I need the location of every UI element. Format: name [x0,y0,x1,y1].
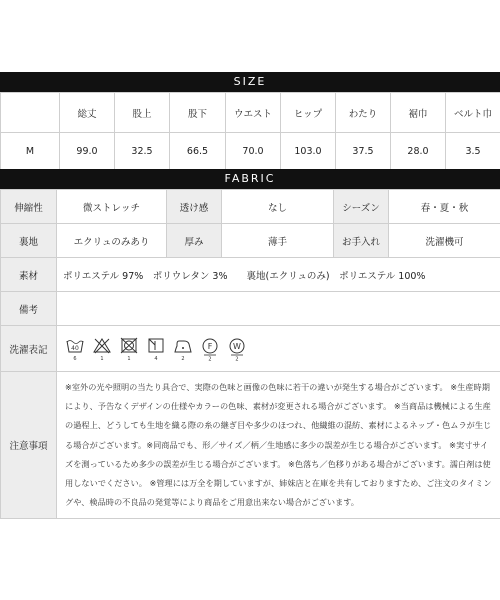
size-header-cell: 裾巾 [391,93,446,133]
size-cell: 28.0 [391,133,446,171]
washing-symbols-cell [57,326,500,372]
notes-label: 注意事項 [1,372,57,519]
size-header-cell: 股上 [115,93,170,133]
material-label: 素材 [1,258,57,292]
lining-value: エクリュのみあり [57,224,167,258]
table-row [1,372,500,519]
no-bleach-icon [92,336,112,362]
wet-clean-w-icon [227,336,247,362]
sheer-label: 透け感 [167,190,222,224]
material-value: ポリエステル 97% ポリウレタン 3% 裏地(エクリュのみ) ポリエステル 100% [57,258,500,292]
size-header-cell [1,93,60,133]
wash-temp-label: 40 [71,344,79,352]
table-row [1,133,500,171]
dry-code-label: 4 [154,355,158,362]
dry-clean-f-icon [200,336,220,362]
washing-symbols [57,336,500,362]
no-tumble-dry-icon [119,336,139,362]
table-row [1,326,500,372]
sheer-value: なし [222,190,334,224]
dry-clean-letter: F [207,341,213,351]
season-value: 春・夏・秋 [389,190,500,224]
table-row [1,190,500,224]
size-cell: 37.5 [336,133,391,171]
wet-clean-letter: W [233,341,241,351]
size-cell: M [1,133,60,171]
dry-clean-code-label: 2 [208,356,212,362]
wet-clean-code-label: 2 [235,356,239,362]
size-table-header-row [1,93,500,133]
fabric-section-header: FABRIC [0,169,500,189]
size-header-cell: 総丈 [60,93,115,133]
stretch-label: 伸縮性 [1,190,57,224]
line-dry-shade-icon [146,336,166,362]
iron-low-icon [173,336,193,362]
size-cell: 66.5 [170,133,226,171]
notes-text: ※室外の光や照明の当たり具合で、実際の色味と画像の色味に若干の違いが発生する場合がございます。 ※生産時期により、予告なくデザインの仕様やカラーの色味、素材が変更される場合がございます。 ※当商品は機械による生産の過程上、どうしても生地を織る際の糸の継ぎ目や多少のほつれ、他繊維の混紡、素材によるネップ・色ムラが生じる場合がございます。※同商品でも、形／サイズ／柄／生地感に多少の誤差が生じる場合がございます。 ※実寸サイズを測っているため多少の誤差が生じる場合がございます。 ※色落ち／色移りがある場合がございます。濡白剤は使用しないでください。 ※管理には万全を期していますが、姉妹店と在庫を共有しておりますため、ご注文のタイミングや、検品時の不良品の発覚等により商品をご用意出来ない場合がございます。 [57,372,500,519]
size-cell: 103.0 [281,133,336,171]
iron-code-label: 2 [181,355,185,362]
care-value: 洗濯機可 [389,224,500,258]
thickness-label: 厚み [167,224,222,258]
size-cell: 3.5 [446,133,500,171]
remarks-label: 備考 [1,292,57,326]
size-cell: 70.0 [226,133,281,171]
stretch-value: 微ストレッチ [57,190,167,224]
bleach-code-label: 1 [100,355,104,362]
thickness-value: 薄手 [222,224,334,258]
size-header-cell: ベルト巾 [446,93,500,133]
lining-label: 裏地 [1,224,57,258]
size-header-cell: わたり [336,93,391,133]
wash-40-icon [65,336,85,362]
size-header-cell: 股下 [170,93,226,133]
size-section-header: SIZE [0,72,500,92]
fabric-table [0,189,500,519]
size-header-cell: ウエスト [226,93,281,133]
size-cell: 99.0 [60,133,115,171]
table-row [1,292,500,326]
season-label: シーズン [334,190,389,224]
tumble-code-label: 1 [127,355,131,362]
table-row [1,258,500,292]
table-row [1,224,500,258]
size-cell: 32.5 [115,133,170,171]
size-table [0,92,500,171]
size-header-cell: ヒップ [281,93,336,133]
remarks-value [57,292,500,326]
wash-code-label: 6 [73,355,77,362]
care-label: お手入れ [334,224,389,258]
washing-label: 洗濯表記 [1,326,57,372]
